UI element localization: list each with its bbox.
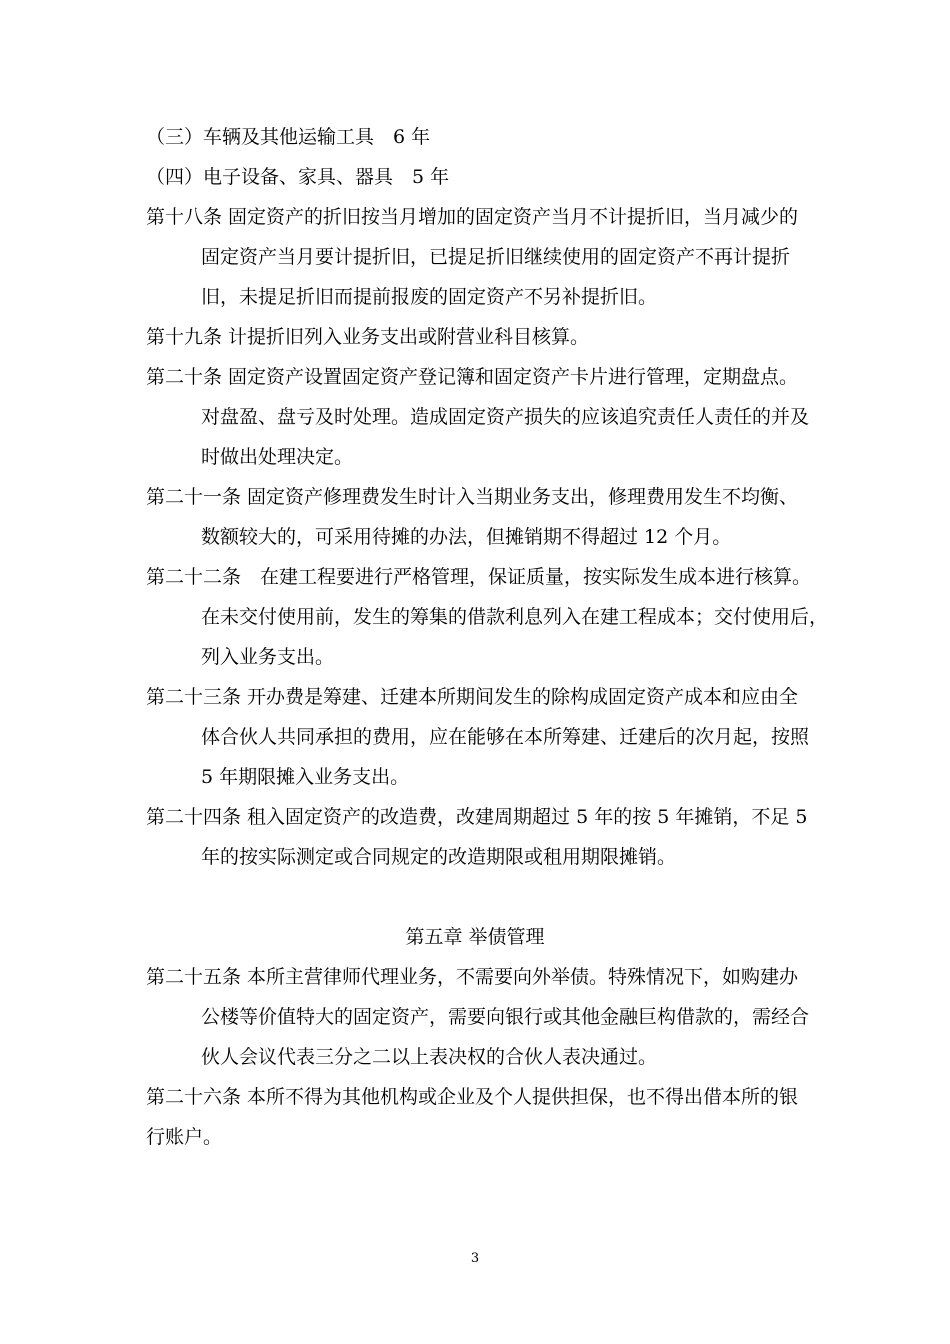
article-23-line-1: 第二十三条 开办费是筹建、迁建本所期间发生的除构成固定资产成本和应由全 [146,686,799,708]
article-19-line-1: 第十九条 计提折旧列入业务支出或附营业科目核算。 [146,326,590,348]
article-23-line-2: 体合伙人共同承担的费用，应在能够在本所筹建、迁建后的次月起，按照 [201,726,810,748]
article-22-line-3: 列入业务支出。 [201,646,335,668]
article-26-line-1: 第二十六条 本所不得为其他机构或企业及个人提供担保，也不得出借本所的银 [146,1086,799,1108]
article-21-line-2: 数额较大的，可采用待摊的办法，但摊销期不得超过 12 个月。 [201,526,732,548]
article-18-line-1: 第十八条 固定资产的折旧按当月增加的固定资产当月不计提折旧，当月减少的 [146,206,799,228]
article-20-line-2: 对盘盈、盘亏及时处理。造成固定资产损失的应该追究责任人责任的并及 [201,406,810,428]
article-26-line-2: 行账户。 [146,1126,223,1148]
article-21-line-1: 第二十一条 固定资产修理费发生时计入当期业务支出，修理费用发生不均衡、 [146,486,799,508]
page-number: 3 [470,1251,480,1266]
article-25-line-2: 公楼等价值特大的固定资产，需要向银行或其他金融巨构借款的，需经合 [201,1006,810,1028]
list-item-electronics: （四）电子设备、家具、器具 5 年 [146,166,450,188]
article-23-line-3: 5 年期限摊入业务支出。 [201,766,410,788]
article-25-line-3: 伙人会议代表三分之二以上表决权的合伙人表决通过。 [201,1046,658,1068]
article-22-line-1: 第二十二条 在建工程要进行严格管理，保证质量，按实际发生成本进行核算。 [146,566,812,588]
article-24-line-2: 年的按实际测定或合同规定的改造期限或租用期限摊销。 [201,846,677,868]
article-20-line-1: 第二十条 固定资产设置固定资产登记簿和固定资产卡片进行管理，定期盘点。 [146,366,799,388]
article-25-line-1: 第二十五条 本所主营律师代理业务，不需要向外举债。特殊情况下，如购建办 [146,966,799,988]
article-18-line-2: 固定资产当月要计提折旧，已提足折旧继续使用的固定资产不再计提折 [201,246,791,268]
article-22-line-2: 在未交付使用前，发生的筹集的借款利息列入在建工程成本；交付使用后， [201,606,829,628]
article-18-line-3: 旧，未提足折旧而提前报废的固定资产不另补提折旧。 [201,286,658,308]
article-20-line-3: 时做出处理决定。 [201,446,354,468]
list-item-vehicles: （三）车辆及其他运输工具 6 年 [146,126,431,148]
article-24-line-1: 第二十四条 租入固定资产的改造费，改建周期超过 5 年的按 5 年摊销，不足 5 [146,806,808,828]
chapter-heading: 第五章 举债管理 [405,926,545,948]
